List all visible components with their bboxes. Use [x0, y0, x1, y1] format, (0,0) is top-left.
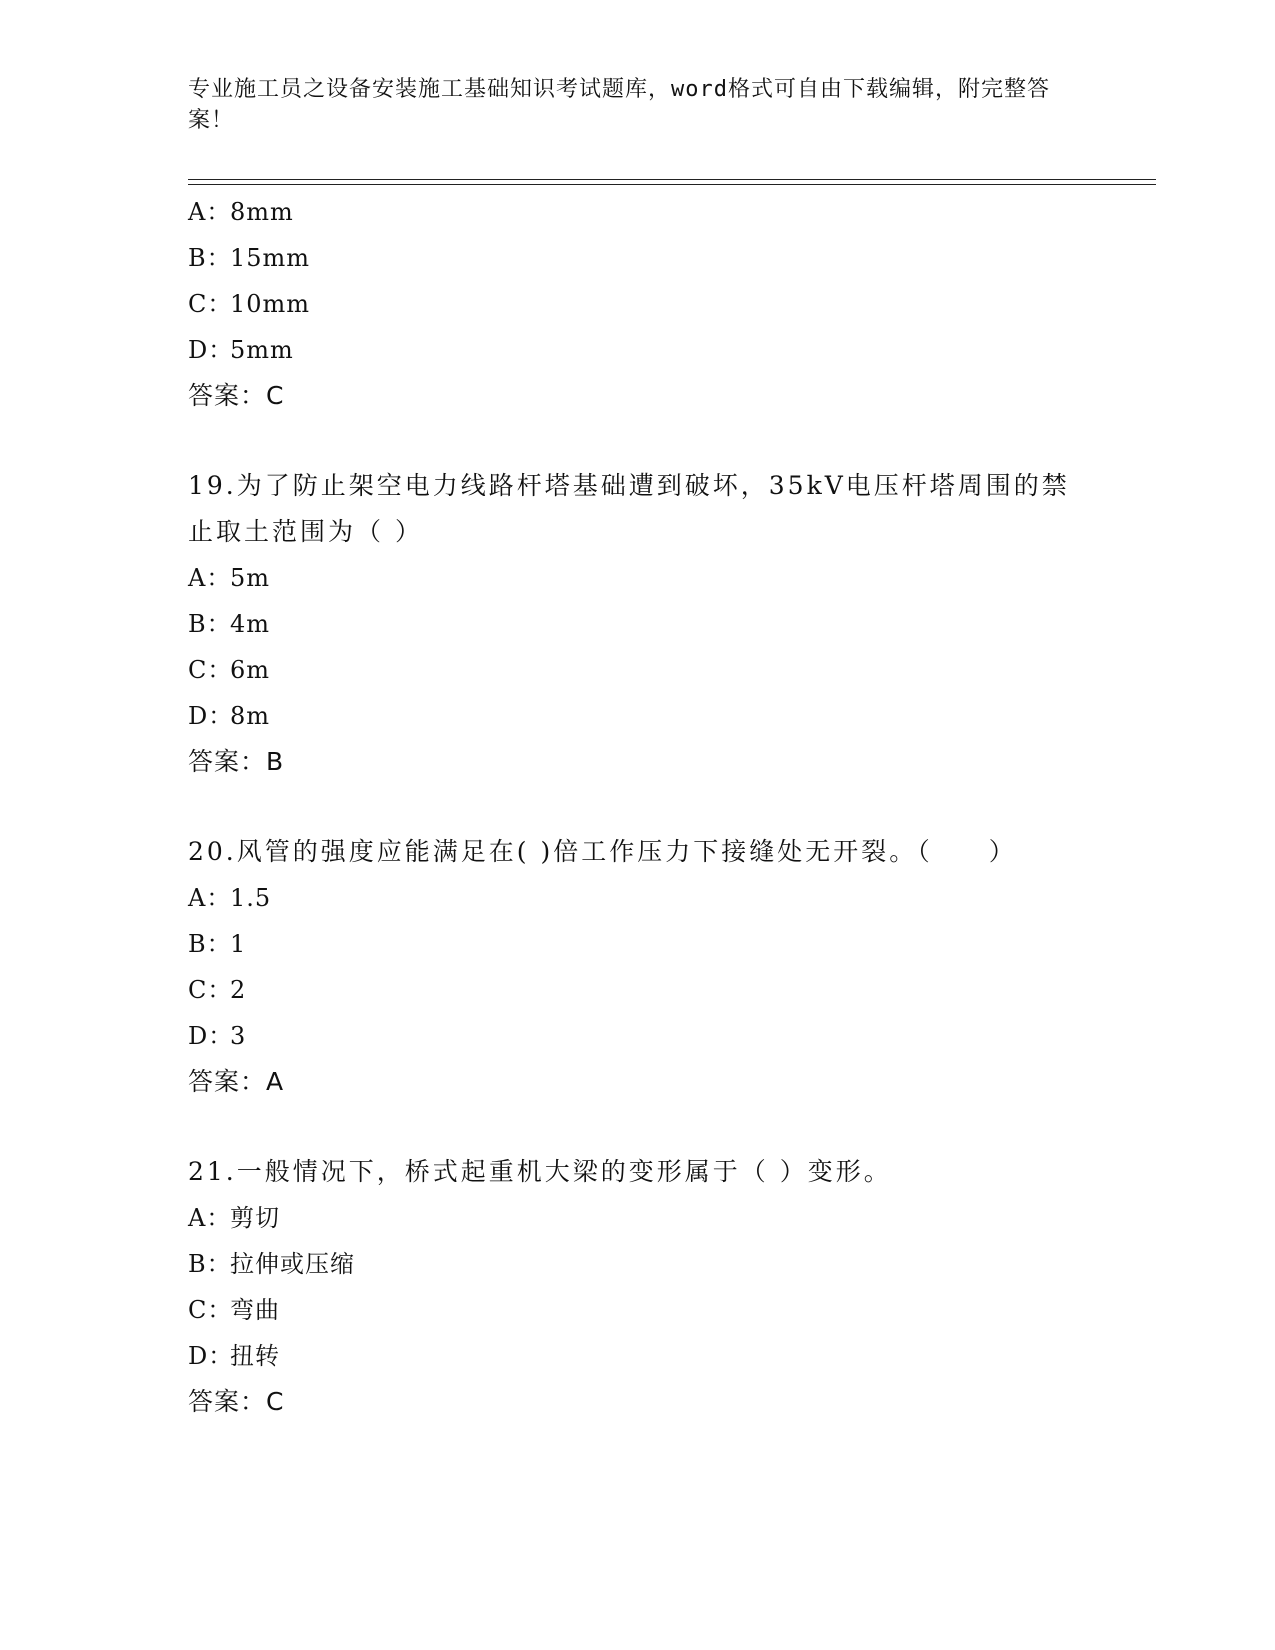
- option-b: B：拉伸或压缩: [188, 1250, 355, 1278]
- option-a: A：剪切: [188, 1204, 280, 1232]
- question-stem: 19.为了防止架空电力线路杆塔基础遭到破坏，35kV电压杆塔周围的禁止取土范围为（ ）: [188, 471, 1070, 546]
- question-block-19: [188, 463, 1088, 785]
- option-c: C：6m: [188, 656, 271, 684]
- option-d: D：3: [188, 1022, 247, 1050]
- question-list: [188, 189, 1088, 1469]
- option-b: B：15mm: [188, 244, 311, 272]
- option-d: D：5mm: [188, 336, 294, 364]
- question-block-20: [188, 829, 1088, 1105]
- option-c: C：弯曲: [188, 1296, 280, 1324]
- option-d: D：8m: [188, 702, 271, 730]
- option-d: D：扭转: [188, 1342, 280, 1370]
- question-block-18: [188, 189, 1088, 419]
- answer-line: 答案：C: [188, 381, 285, 410]
- option-a: A：1.5: [188, 884, 272, 912]
- answer-line: 答案：B: [188, 747, 285, 776]
- document-header: 专业施工员之设备安装施工基础知识考试题库，word格式可自由下载编辑，附完整答案！: [188, 77, 1050, 133]
- option-b: B：4m: [188, 610, 271, 638]
- header-rule-top: [188, 179, 1156, 180]
- option-c: C：10mm: [188, 290, 311, 318]
- option-c: C：2: [188, 976, 247, 1004]
- question-stem: 20.风管的强度应能满足在( )倍工作压力下接缝处无开裂。（ ）: [188, 837, 1017, 866]
- answer-line: 答案：C: [188, 1387, 285, 1416]
- option-a: A：8mm: [188, 198, 294, 226]
- question-block-21: [188, 1149, 1088, 1425]
- question-stem: 21.一般情况下，桥式起重机大梁的变形属于（ ）变形。: [188, 1157, 892, 1186]
- option-a: A：5m: [188, 564, 271, 592]
- header-rule-bottom: [188, 184, 1156, 185]
- option-b: B：1: [188, 930, 247, 958]
- answer-line: 答案：A: [188, 1067, 285, 1096]
